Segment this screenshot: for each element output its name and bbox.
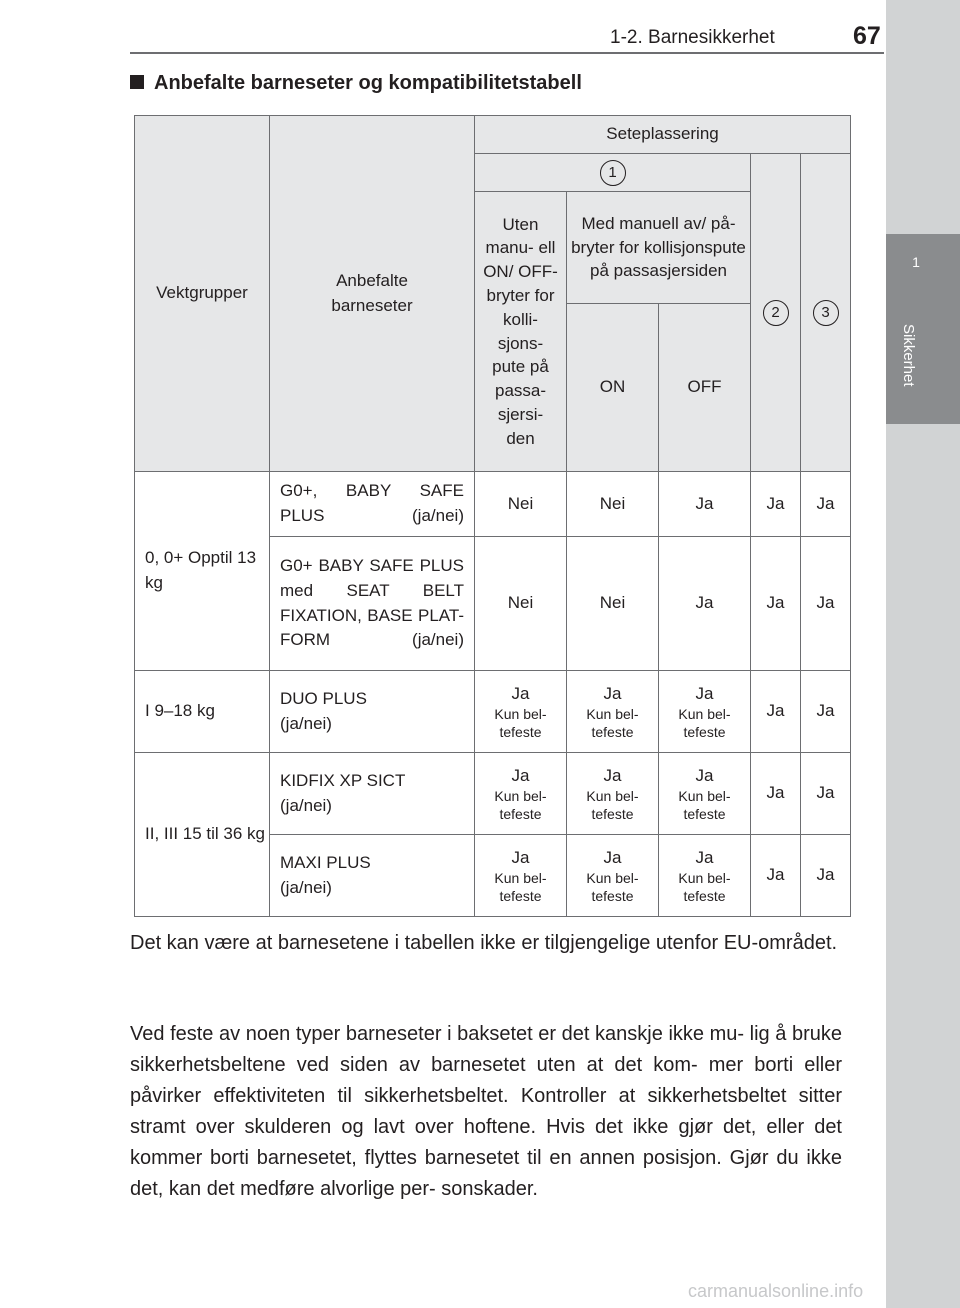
value-cell: Ja [801, 835, 851, 917]
weight-group-cell: 0, 0+ Opptil 13 kg [135, 472, 270, 671]
watermark: carmanualsonline.info [688, 1281, 864, 1301]
value-note: Kun bel- tefeste [494, 706, 547, 740]
value-cell: Ja [751, 472, 801, 537]
value-cell [567, 835, 659, 917]
value-cell [659, 671, 751, 753]
value-text: Ja [603, 683, 622, 703]
header-divider [130, 52, 884, 54]
weight-group-cell: I 9–18 kg [135, 671, 270, 753]
header-on: ON [567, 304, 659, 472]
seat-cell: MAXI PLUS (ja/nei) [270, 835, 475, 917]
header-without-switch: Uten manu- ell ON/ OFF- bryter for kolli- sjons- pute på passa- sjersi- den [475, 192, 567, 472]
paragraph-seatbelt-warning: Ved feste av noen typer barneseter i baksetet er det kanskje ikke mu- lig å bruke sikkerhetsbeltene ved siden av barnesetet uten at det kom- mer borti eller påvirker effektiviteten til sikkerhetsbeltet. Kontroller at sikkerhetsbeltet sitter stramt over skulderen og lavt over hoftene. Hvis det ikke gjør det, eller det kommer borti barnesetet, flyttes barnesetet til en annen posisjon. Gjør du ikke det, kan det medføre alvorlige per- sonskader. [130, 1023, 842, 1200]
seat-cell: KIDFIX XP SICT (ja/nei) [270, 753, 475, 835]
value-text: Ja [695, 765, 714, 785]
value-note: Kun bel- tefeste [586, 870, 639, 904]
value-cell: Ja [751, 835, 801, 917]
chapter-number: 1 [912, 254, 920, 270]
value-text: Ja [511, 765, 530, 785]
value-text: Ja [603, 847, 622, 867]
value-cell: Ja [801, 671, 851, 753]
value-cell: Ja [751, 537, 801, 671]
value-cell: Nei [475, 537, 567, 671]
header-seating-position: Seteplassering [475, 116, 851, 154]
position-1-badge: 1 [600, 160, 626, 186]
value-cell: Ja [659, 472, 751, 537]
value-cell [659, 835, 751, 917]
value-cell: Ja [801, 537, 851, 671]
value-cell: Ja [751, 753, 801, 835]
chapter-title: Sikkerhet [900, 324, 917, 387]
page-number: 67 [853, 22, 881, 50]
header-recommended-seats: Anbefalte barneseter [270, 116, 475, 472]
header-off: OFF [659, 304, 751, 472]
seat-cell: G0+ BABY SAFE PLUS med SEAT BELT FIXATION, BASE PLAT- FORM (ja/nei) [270, 537, 475, 671]
value-text: Ja [695, 683, 714, 703]
value-cell: Ja [659, 537, 751, 671]
value-note: Kun bel- tefeste [586, 706, 639, 740]
value-text: Ja [603, 765, 622, 785]
value-note: Kun bel- tefeste [586, 788, 639, 822]
position-3-badge: 3 [813, 300, 839, 326]
value-cell [475, 835, 567, 917]
paragraph-availability: Det kan være at barnesetene i tabellen ikke er tilgjengelige utenfor EU-området. [130, 932, 838, 954]
table-heading-text: Anbefalte barneseter og kompatibilitetstabell [154, 72, 582, 94]
sidebar [886, 0, 960, 1308]
value-note: Kun bel- tefeste [678, 788, 731, 822]
position-3-cell [801, 154, 851, 472]
weight-group-cell: II, III 15 til 36 kg [135, 753, 270, 917]
position-2-badge: 2 [763, 300, 789, 326]
section-title: 1-2. Barnesikkerhet [610, 27, 775, 48]
header-with-switch: Med manuell av/ på-bryter for kollisjonspute på passasjersiden [567, 192, 751, 304]
value-note: Kun bel- tefeste [494, 788, 547, 822]
value-cell: Nei [567, 537, 659, 671]
value-cell: Ja [751, 671, 801, 753]
value-cell: Nei [567, 472, 659, 537]
value-note: Kun bel- tefeste [678, 870, 731, 904]
table-row [135, 753, 851, 835]
value-cell [475, 753, 567, 835]
compatibility-table [134, 115, 851, 917]
value-cell [567, 671, 659, 753]
table-row [135, 472, 851, 537]
seat-cell: G0+, BABY SAFE PLUS (ja/nei) [270, 472, 475, 537]
header-weight-groups: Vektgrupper [135, 116, 270, 472]
value-note: Kun bel- tefeste [494, 870, 547, 904]
value-cell: Ja [801, 472, 851, 537]
value-cell [475, 671, 567, 753]
value-text: Ja [511, 683, 530, 703]
value-cell: Nei [475, 472, 567, 537]
value-note: Kun bel- tefeste [678, 706, 731, 740]
seat-cell: DUO PLUS (ja/nei) [270, 671, 475, 753]
square-bullet-icon [130, 75, 144, 89]
table-heading [130, 72, 582, 95]
value-text: Ja [511, 847, 530, 867]
value-cell: Ja [801, 753, 851, 835]
value-cell [659, 753, 751, 835]
position-1-cell [475, 154, 751, 192]
position-2-cell [751, 154, 801, 472]
table-row [135, 671, 851, 753]
value-text: Ja [695, 847, 714, 867]
value-cell [567, 753, 659, 835]
